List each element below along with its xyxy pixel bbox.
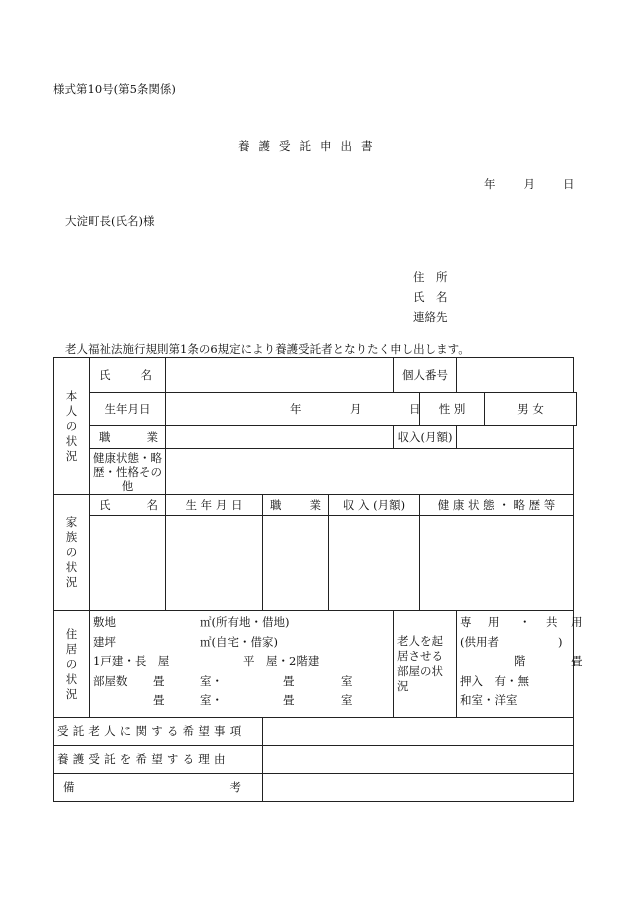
wishes-label: 受託老人に関する希望事項 [54, 718, 263, 746]
elderly-room-label: 老人を起 居させる 部屋の状 況 [394, 611, 457, 718]
sex-label: 性 別 [420, 393, 485, 426]
id-number-label: 個人番号 [394, 358, 457, 393]
wishes-field[interactable] [263, 718, 574, 746]
room-style-options: 和室・洋室 [460, 693, 518, 708]
date-month: 月 [523, 177, 535, 191]
section-housing: 住 居 の 状 況 [54, 611, 90, 718]
family-entry-row [54, 516, 577, 611]
applicant-block [413, 267, 448, 327]
floor-area-unit: ㎡(自宅・借家) [200, 634, 278, 649]
family-health-cell[interactable] [420, 516, 574, 611]
family-birth-header: 生 年 月 日 [166, 495, 263, 516]
room-end-label: 室 [341, 673, 353, 688]
name-label: 氏 名 [90, 358, 166, 393]
family-job-header: 職 業 [263, 495, 329, 516]
birth-year-label: 年 [290, 401, 302, 416]
remarks-field[interactable] [263, 774, 574, 802]
name-field[interactable] [166, 358, 394, 393]
closet-options: 押入 有・無 [460, 673, 530, 688]
use-shared-2: 用 [571, 615, 583, 630]
shared-with-close: ) [558, 634, 563, 649]
family-health-header: 健 康 状 態 ・ 略 歴 等 [420, 495, 574, 516]
shared-with-label: (供用者 [460, 634, 500, 649]
room-label: 室・ [200, 673, 223, 688]
site-label: 敷地 [93, 615, 116, 630]
floor-area-label: 建坪 [93, 634, 116, 649]
mat-label: 畳 [153, 673, 165, 688]
house-type-options: 1戸建・長 屋 [93, 654, 170, 669]
income-label: 収入(月額) [394, 426, 457, 449]
family-name-cell[interactable] [90, 516, 166, 611]
income-field[interactable] [457, 426, 574, 449]
mat-label: 畳 [283, 673, 295, 688]
id-number-field[interactable] [457, 358, 574, 393]
floor-level-label: 階 [514, 654, 526, 669]
room-end-label: 室 [341, 693, 353, 708]
mat-label: 畳 [571, 654, 583, 669]
section-personal: 本 人 の 状 況 [54, 358, 90, 495]
use-shared: 共 [546, 615, 558, 630]
applicant-contact-label: 連絡先 [413, 310, 448, 324]
birthdate-label: 生年月日 [90, 393, 166, 426]
birthdate-field[interactable] [166, 393, 420, 426]
wishes-row [54, 718, 577, 746]
birth-month-label: 月 [350, 401, 362, 416]
family-job-cell[interactable] [263, 516, 329, 611]
mat-label: 畳 [153, 693, 165, 708]
mat-label: 畳 [283, 693, 295, 708]
form-number: 様式第10号(第5条関係) [53, 82, 176, 96]
occupation-field[interactable] [166, 426, 394, 449]
family-header-row [54, 495, 577, 516]
personal-job-row [54, 426, 577, 449]
house-floor-options: 平 屋・2階建 [243, 654, 320, 669]
remarks-row [54, 774, 577, 802]
addressee: 大淀町長(氏名)様 [65, 214, 155, 228]
date-year: 年 [484, 177, 496, 191]
personal-health-row [54, 449, 577, 495]
housing-details[interactable] [90, 611, 394, 718]
birth-day-label: 日 [409, 401, 421, 416]
family-name-header: 氏 名 [90, 495, 166, 516]
reason-field[interactable] [263, 746, 574, 774]
site-unit: ㎡(所有地・借地) [200, 615, 290, 630]
use-exclusive-2: 用 [488, 615, 500, 630]
lead-sentence: 老人福祉法施行規則第1条の6規定により養護受託者となりたく申し出します。 [65, 342, 470, 356]
occupation-label: 職 業 [90, 426, 166, 449]
applicant-address-label: 住 所 [413, 270, 448, 284]
document-title: 養護受託申出書 [238, 139, 382, 153]
family-income-cell[interactable] [329, 516, 420, 611]
personal-name-row [54, 358, 577, 393]
section-family: 家 族 の 状 況 [54, 495, 90, 611]
housing-row [54, 611, 577, 718]
room-label: 室・ [200, 693, 223, 708]
personal-birth-row [54, 393, 577, 426]
date-day: 日 [563, 177, 575, 191]
family-income-header: 収 入 (月額) [329, 495, 420, 516]
reason-label: 養護受託を希望する理由 [54, 746, 263, 774]
health-label: 健康状態・略 歴・性格その 他 [90, 449, 166, 495]
use-exclusive: 専 [460, 615, 472, 630]
elderly-room-details[interactable] [457, 611, 583, 718]
family-birth-cell[interactable] [166, 516, 263, 611]
remarks-label: 備 考 [54, 774, 263, 802]
use-dot: ・ [519, 615, 531, 630]
date-line [484, 176, 575, 192]
application-form-table [53, 357, 583, 802]
room-count-label: 部屋数 [93, 673, 128, 688]
applicant-name-label: 氏 名 [413, 290, 448, 304]
health-field[interactable] [166, 449, 574, 495]
reason-row [54, 746, 577, 774]
sex-options[interactable]: 男 女 [485, 393, 577, 426]
